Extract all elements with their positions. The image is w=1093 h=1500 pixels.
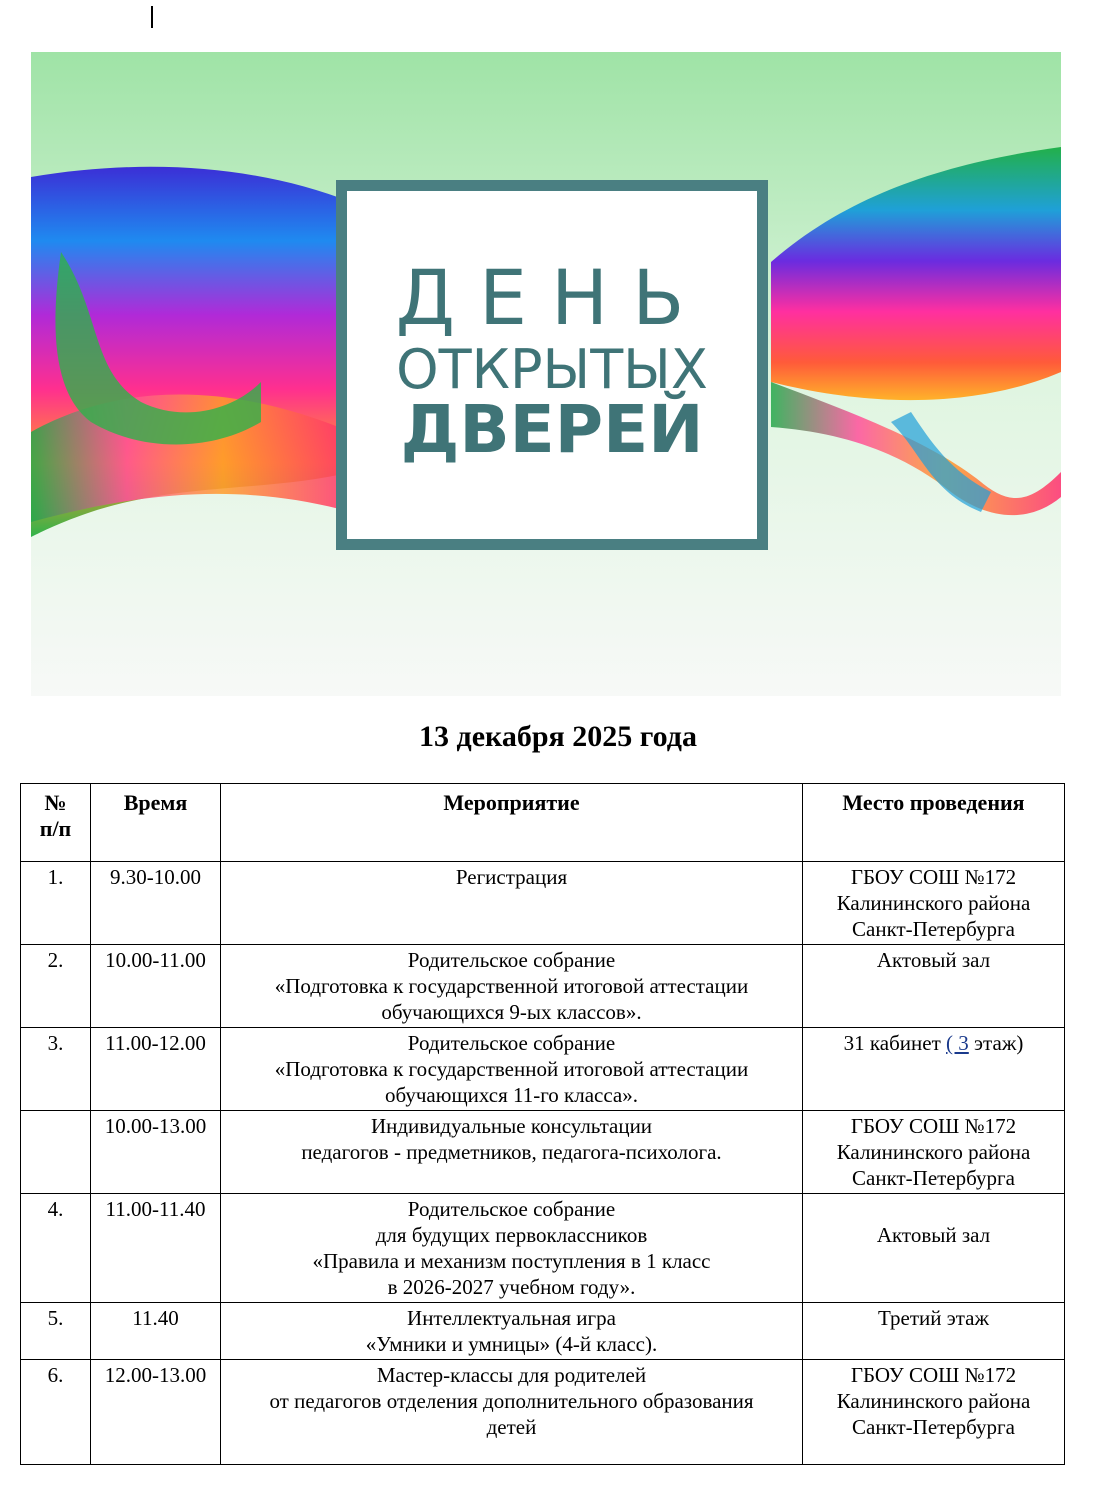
floor-link[interactable]: ( 3 (946, 1031, 969, 1055)
row-num (21, 1111, 91, 1194)
text-cursor (151, 6, 153, 28)
row-place: Актовый зал (803, 1194, 1065, 1303)
row-place: ГБОУ СОШ №172 Калининского района Санкт-Петербурга (803, 1360, 1065, 1465)
row-num: 6. (21, 1360, 91, 1465)
row-place: Актовый зал (803, 945, 1065, 1028)
row-num: 1. (21, 862, 91, 945)
header-place: Место проведения (803, 784, 1065, 862)
row-num: 3. (21, 1028, 91, 1111)
row-event: Родительское собрание «Подготовка к государственной итоговой аттестации обучающихся 9-ых классов». (221, 945, 803, 1028)
row-place: ГБОУ СОШ №172 Калининского района Санкт-Петербурга (803, 1111, 1065, 1194)
open-day-banner (31, 52, 1061, 696)
row-time: 10.00-13.00 (91, 1111, 221, 1194)
banner-graphic (31, 52, 1061, 696)
table-row (21, 945, 1065, 1028)
table-row (21, 1028, 1065, 1111)
row-event: Родительское собрание для будущих первоклассников «Правила и механизм поступления в 1 класс в 2026-2027 учебном году». (221, 1194, 803, 1303)
row-event: Интеллектуальная игра «Умники и умницы» (4-й класс). (221, 1303, 803, 1360)
row-time: 11.00-11.40 (91, 1194, 221, 1303)
row-event: Индивидуальные консультации педагогов - предметников, педагога-психолога. (221, 1111, 803, 1194)
banner-title-line2: ОТКРЫТЫХ (396, 338, 708, 401)
row-num: 5. (21, 1303, 91, 1360)
row-time: 10.00-11.00 (91, 945, 221, 1028)
header-time: Время (91, 784, 221, 862)
row-time: 12.00-13.00 (91, 1360, 221, 1465)
row-place: ГБОУ СОШ №172 Калининского района Санкт-Петербурга (803, 862, 1065, 945)
row-num: 2. (21, 945, 91, 1028)
row-time: 11.40 (91, 1303, 221, 1360)
row-event: Мастер-классы для родителей от педагогов отделения дополнительного образования детей (221, 1360, 803, 1465)
table-header-row (21, 784, 1065, 862)
event-date-title: 13 декабря 2025 года (419, 720, 697, 753)
row-event: Родительское собрание «Подготовка к государственной итоговой аттестации обучающихся 11-го класса». (221, 1028, 803, 1111)
row-time: 11.00-12.00 (91, 1028, 221, 1111)
row-num: 4. (21, 1194, 91, 1303)
header-event: Мероприятие (221, 784, 803, 862)
table-row (21, 1303, 1065, 1360)
table-row (21, 1111, 1065, 1194)
row-time: 9.30-10.00 (91, 862, 221, 945)
banner-title-line1: ДЕНЬ (395, 253, 709, 342)
table-row (21, 1194, 1065, 1303)
schedule-table (20, 783, 1065, 1465)
header-num: № п/п (21, 784, 91, 862)
row-place: 31 кабинет ( 3 этаж) (803, 1028, 1065, 1111)
banner-title-line3: ДВЕРЕЙ (400, 391, 704, 468)
row-place: Третий этаж (803, 1303, 1065, 1360)
table-row (21, 862, 1065, 945)
table-row (21, 1360, 1065, 1465)
row-event: Регистрация (221, 862, 803, 945)
